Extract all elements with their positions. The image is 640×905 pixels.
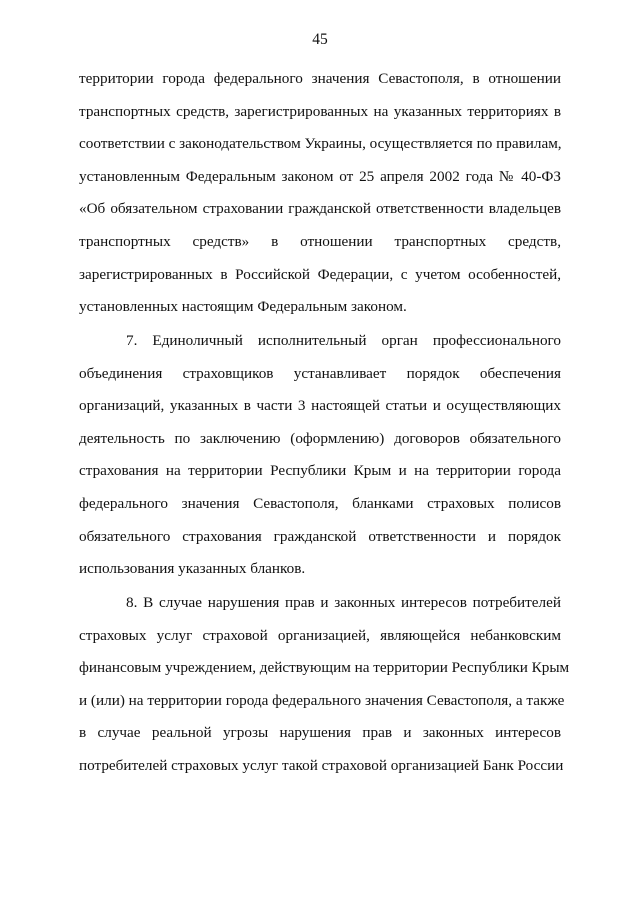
text-line: и (или) на территории города федерального значения Севастополя, а также — [79, 691, 565, 709]
text-line: финансовым учреждением, действующим на территории Республики Крым — [79, 659, 570, 677]
text-line: федерального значения Севастополя, бланками страховых полисов — [79, 494, 561, 512]
text-line: транспортных средств, зарегистрированных на указанных территориях в — [79, 102, 561, 120]
text-line: в случае реальной угрозы нарушения прав и законных интересов — [79, 724, 561, 742]
text-line: обязательного страхования гражданской ответственности и порядок — [79, 527, 561, 545]
text-line: 8. В случае нарушения прав и законных интересов потребителей — [126, 594, 561, 611]
text-line: «Об обязательном страховании гражданской ответственности владельцев — [79, 200, 561, 218]
text-line: установленных настоящим Федеральным законом. — [79, 298, 407, 316]
text-line: территории города федерального значения Севастополя, в отношении — [79, 70, 561, 87]
text-line: соответствии с законодательством Украины, осуществляется по правилам, — [79, 135, 562, 153]
text-line: транспортных средств» в отношении транспортных средств, — [79, 232, 561, 250]
text-line: зарегистрированных в Российской Федерации, с учетом особенностей, — [79, 265, 561, 283]
text-line: организаций, указанных в части 3 настоящей статьи и осуществляющих — [79, 397, 561, 415]
paragraph-8 — [79, 593, 570, 789]
text-line: установленным Федеральным законом от 25 апреля 2002 года № 40-ФЗ — [79, 167, 561, 185]
page-number: 45 — [312, 31, 328, 48]
text-line: потребителей страховых услуг такой страховой организацией Банк России — [79, 756, 564, 774]
text-line: объединения страховщиков устанавливает порядок обеспечения — [79, 364, 561, 382]
text-line: использования указанных бланков. — [79, 560, 306, 578]
text-line: 7. Единоличный исполнительный орган профессионального — [126, 332, 561, 349]
text-line: страховых услуг страховой организацией, являющейся небанковским — [79, 626, 561, 644]
paragraph-continuation — [79, 69, 561, 330]
text-line: деятельность по заключению (оформлению) договоров обязательного — [79, 429, 561, 447]
text-line: страхования на территории Республики Крым и на территории города — [79, 462, 561, 480]
paragraph-7 — [79, 331, 561, 592]
